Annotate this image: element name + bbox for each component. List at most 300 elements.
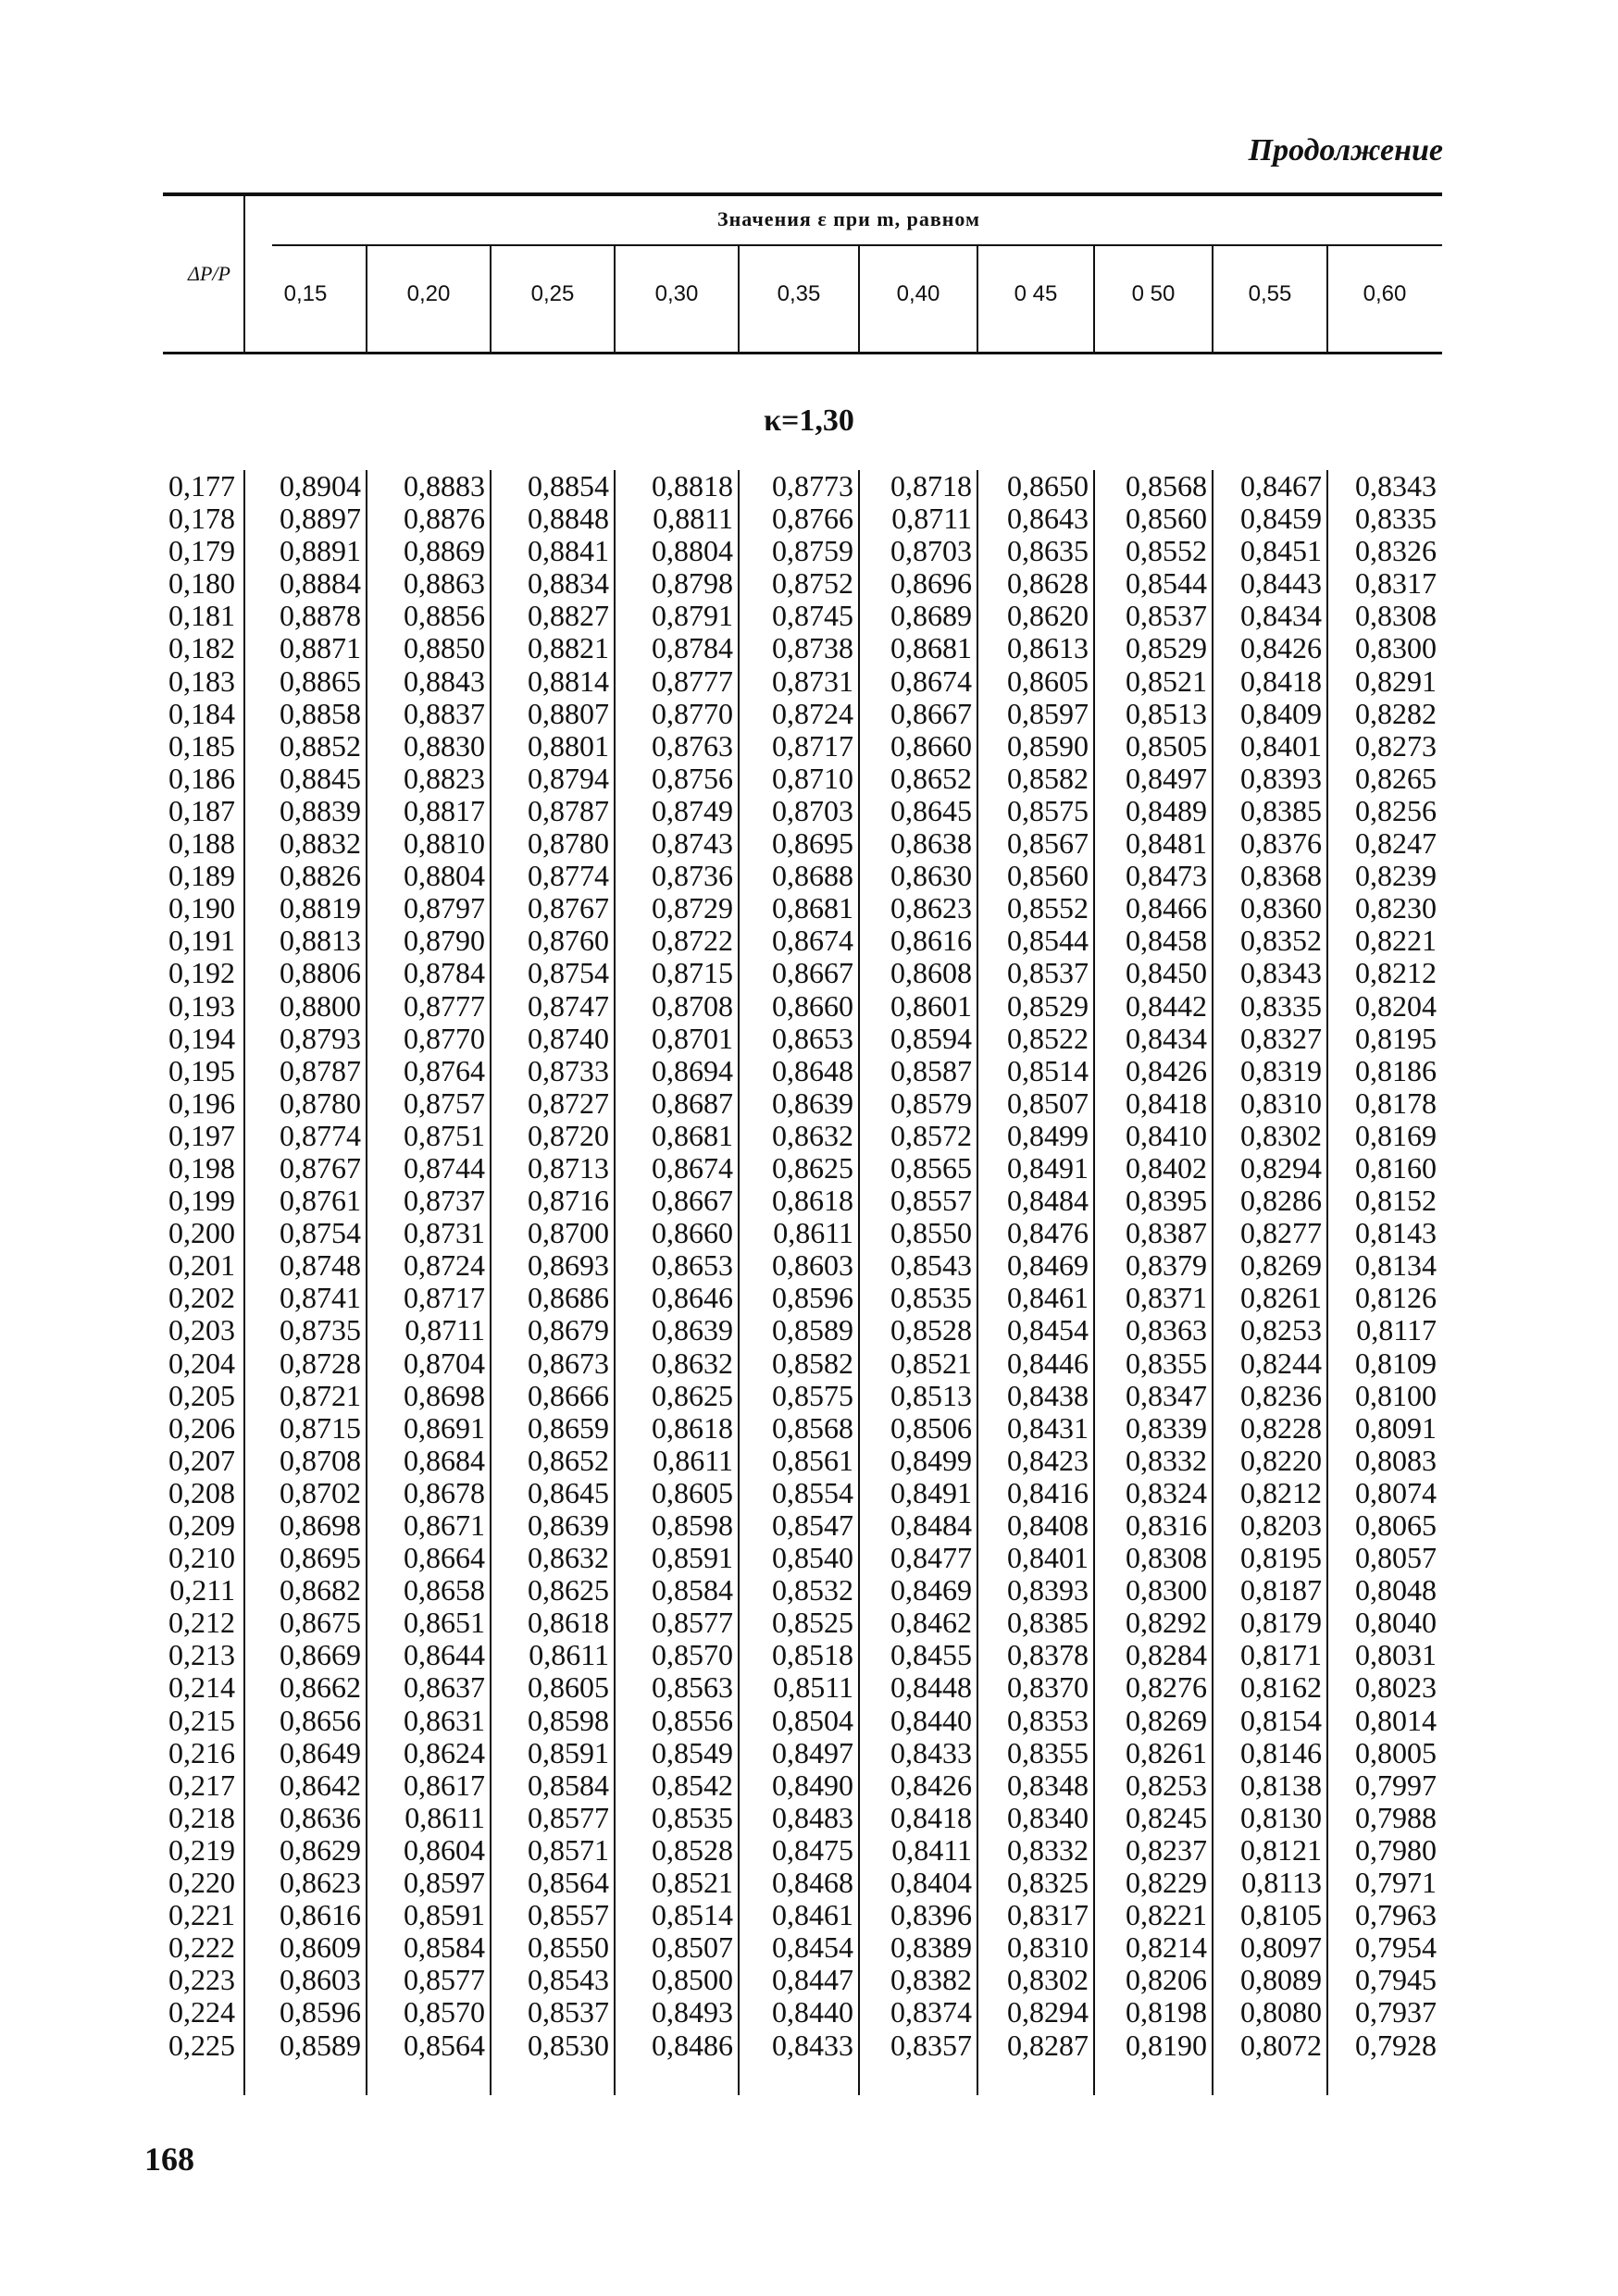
epsilon-cell: 0,8651: [404, 1606, 485, 1640]
table-row: [144, 827, 1442, 860]
epsilon-cell: 0,8631: [404, 1703, 485, 1737]
epsilon-cell: 0,8681: [652, 1118, 733, 1152]
epsilon-cell: 0,8638: [890, 826, 972, 861]
epsilon-cell: 0,8212: [1240, 1475, 1322, 1509]
epsilon-cell: 0,8385: [1007, 1606, 1089, 1640]
epsilon-cell: 0,8554: [772, 1475, 853, 1509]
epsilon-cell: 0,8499: [890, 1443, 972, 1477]
epsilon-cell: 0,8754: [280, 1216, 361, 1250]
epsilon-cell: 0,8327: [1240, 1021, 1322, 1055]
epsilon-cell: 0,8431: [1007, 1410, 1089, 1445]
epsilon-cell: 0,8537: [1007, 956, 1089, 990]
epsilon-cell: 0,8265: [1355, 761, 1437, 795]
dp-cell: 0,224: [168, 1995, 235, 2029]
epsilon-cell: 0,8871: [280, 631, 361, 665]
epsilon-cell: 0,8793: [280, 1021, 361, 1055]
epsilon-cell: 0,8221: [1355, 924, 1437, 958]
epsilon-cell: 0,8774: [528, 859, 609, 893]
epsilon-cell: 0,8611: [529, 1638, 609, 1672]
table-row: [144, 1445, 1442, 1477]
epsilon-cell: 0,8353: [1007, 1703, 1089, 1737]
epsilon-cell: 0,8784: [404, 956, 485, 990]
epsilon-cell: 0,8740: [528, 1021, 609, 1055]
epsilon-cell: 0,8352: [1240, 924, 1322, 958]
epsilon-cell: 0,8433: [890, 1735, 972, 1769]
header-column-rule: [738, 246, 740, 352]
epsilon-cell: 0,8682: [280, 1573, 361, 1607]
dp-cell: 0,203: [168, 1313, 235, 1347]
epsilon-cell: 0,8625: [528, 1573, 609, 1607]
dp-cell: 0,223: [168, 1963, 235, 1997]
epsilon-cell: 0,8292: [1126, 1606, 1207, 1640]
dp-cell: 0,183: [168, 664, 235, 698]
epsilon-cell: 0,8770: [404, 1021, 485, 1055]
epsilon-cell: 0,8737: [404, 1184, 485, 1218]
m-header-cell: 0,60: [1363, 281, 1407, 306]
dp-cell: 0,218: [168, 1800, 235, 1834]
epsilon-cell: 0,8486: [652, 2028, 733, 2062]
epsilon-cell: 0,8605: [1007, 664, 1089, 698]
epsilon-cell: 0,8468: [772, 1866, 853, 1900]
table-row: [144, 1249, 1442, 1282]
dp-column-header: ΔP/P: [188, 262, 230, 285]
epsilon-cell: 0,8863: [404, 566, 485, 601]
epsilon-cell: 0,8635: [1007, 534, 1089, 568]
epsilon-cell: 0,8109: [1355, 1346, 1437, 1380]
epsilon-cell: 0,8343: [1355, 469, 1437, 503]
body-column-rule: [1212, 470, 1214, 2095]
epsilon-cell: 0,8611: [653, 1443, 733, 1477]
epsilon-cell: 0,8247: [1355, 826, 1437, 861]
epsilon-cell: 0,8658: [404, 1573, 485, 1607]
epsilon-cell: 0,8433: [772, 2028, 853, 2062]
epsilon-cell: 0,8590: [1007, 728, 1089, 763]
epsilon-cell: 0,8717: [772, 728, 853, 763]
body-column-rule: [243, 470, 245, 2095]
epsilon-cell: 0,8650: [1007, 469, 1089, 503]
epsilon-cell: 0,8355: [1126, 1346, 1207, 1380]
epsilon-cell: 0,8324: [1126, 1475, 1207, 1509]
dp-cell: 0,186: [168, 761, 235, 795]
table-row: [144, 1055, 1442, 1087]
epsilon-cell: 0,8005: [1355, 1735, 1437, 1769]
epsilon-cell: 0,8597: [1007, 696, 1089, 730]
epsilon-cell: 0,8409: [1240, 696, 1322, 730]
epsilon-cell: 0,8724: [772, 696, 853, 730]
epsilon-cell: 0,8347: [1126, 1378, 1207, 1412]
epsilon-cell: 0,8819: [280, 891, 361, 925]
table-row: [144, 1671, 1442, 1704]
epsilon-cell: 0,8738: [772, 631, 853, 665]
epsilon-cell: 0,8609: [280, 1930, 361, 1965]
epsilon-cell: 0,8591: [652, 1541, 733, 1575]
epsilon-cell: 0,8777: [404, 988, 485, 1023]
table-row: [144, 1705, 1442, 1737]
table-row: [144, 1185, 1442, 1217]
epsilon-cell: 0,8269: [1126, 1703, 1207, 1737]
table-row: [144, 632, 1442, 664]
epsilon-cell: 0,8237: [1126, 1832, 1207, 1867]
table-row: [144, 2029, 1442, 2062]
epsilon-cell: 0,8057: [1355, 1541, 1437, 1575]
epsilon-cell: 0,8507: [652, 1930, 733, 1965]
dp-cell: 0,205: [168, 1378, 235, 1412]
epsilon-cell: 0,8773: [772, 469, 853, 503]
epsilon-cell: 0,8818: [652, 469, 733, 503]
epsilon-cell: 0,8563: [652, 1670, 733, 1705]
epsilon-cell: 0,8691: [404, 1410, 485, 1445]
table-row: [144, 1996, 1442, 2029]
epsilon-cell: 0,8711: [404, 1313, 485, 1347]
epsilon-cell: 0,8642: [280, 1768, 361, 1802]
epsilon-cell: 0,8570: [652, 1638, 733, 1672]
epsilon-cell: 0,8261: [1126, 1735, 1207, 1769]
header-column-rule: [1212, 246, 1214, 352]
header-column-rule: [366, 246, 367, 352]
epsilon-cell: 0,8653: [772, 1021, 853, 1055]
table-row: [144, 1867, 1442, 1899]
header-column-rule: [858, 246, 860, 352]
header-column-rule: [1093, 246, 1095, 352]
epsilon-cell: 0,8529: [1007, 988, 1089, 1023]
dp-cell: 0,216: [168, 1735, 235, 1769]
table-row: [144, 1639, 1442, 1671]
epsilon-cell: 0,8618: [772, 1184, 853, 1218]
epsilon-cell: 0,8475: [772, 1832, 853, 1867]
epsilon-cell: 0,8426: [890, 1768, 972, 1802]
epsilon-cell: 0,8091: [1355, 1410, 1437, 1445]
epsilon-cell: 0,8749: [652, 793, 733, 827]
epsilon-cell: 0,8876: [404, 502, 485, 536]
epsilon-cell: 0,8171: [1240, 1638, 1322, 1672]
epsilon-cell: 0,8325: [1007, 1866, 1089, 1900]
epsilon-cell: 0,8497: [772, 1735, 853, 1769]
epsilon-cell: 0,8438: [1007, 1378, 1089, 1412]
dp-cell: 0,212: [168, 1606, 235, 1640]
epsilon-cell: 0,8701: [652, 1021, 733, 1055]
epsilon-cell: 0,8072: [1240, 2028, 1322, 2062]
epsilon-cell: 0,8065: [1355, 1508, 1437, 1542]
epsilon-cell: 0,7963: [1355, 1898, 1437, 1932]
table-row: [144, 925, 1442, 957]
epsilon-cell: 0,8673: [528, 1346, 609, 1380]
epsilon-cell: 0,8577: [652, 1606, 733, 1640]
epsilon-cell: 0,8530: [528, 2028, 609, 2062]
epsilon-cell: 0,8770: [652, 696, 733, 730]
table-row: [144, 600, 1442, 632]
epsilon-cell: 0,8761: [280, 1184, 361, 1218]
epsilon-cell: 0,8308: [1355, 599, 1437, 633]
epsilon-cell: 0,8504: [772, 1703, 853, 1737]
epsilon-cell: 0,8729: [652, 891, 733, 925]
epsilon-cell: 0,8401: [1007, 1541, 1089, 1575]
epsilon-cell: 0,8741: [280, 1281, 361, 1315]
epsilon-cell: 0,8695: [280, 1541, 361, 1575]
epsilon-cell: 0,8291: [1355, 664, 1437, 698]
epsilon-cell: 0,8715: [280, 1410, 361, 1445]
epsilon-cell: 0,8393: [1240, 761, 1322, 795]
epsilon-cell: 0,8817: [404, 793, 485, 827]
epsilon-cell: 0,8589: [772, 1313, 853, 1347]
epsilon-cell: 0,8660: [772, 988, 853, 1023]
epsilon-cell: 0,8212: [1355, 956, 1437, 990]
epsilon-cell: 0,8639: [772, 1086, 853, 1120]
header-bottom-rule: [163, 352, 1442, 354]
table-row: [144, 1542, 1442, 1574]
epsilon-cell: 0,7954: [1355, 1930, 1437, 1965]
table-row: [144, 1023, 1442, 1055]
epsilon-cell: 0,8787: [528, 793, 609, 827]
epsilon-cell: 0,8694: [652, 1053, 733, 1087]
epsilon-cell: 0,8582: [772, 1346, 853, 1380]
epsilon-cell: 0,8228: [1240, 1410, 1322, 1445]
epsilon-cell: 0,8814: [528, 664, 609, 698]
epsilon-cell: 0,8230: [1355, 891, 1437, 925]
epsilon-cell: 0,8348: [1007, 1768, 1089, 1802]
table-row: [144, 1087, 1442, 1120]
epsilon-cell: 0,8117: [1356, 1313, 1437, 1347]
dp-cell: 0,201: [168, 1248, 235, 1283]
table-row: [144, 1964, 1442, 1996]
epsilon-cell: 0,8767: [528, 891, 609, 925]
epsilon-cell: 0,8484: [890, 1508, 972, 1542]
epsilon-cell: 0,8630: [890, 859, 972, 893]
epsilon-cell: 0,8282: [1355, 696, 1437, 730]
epsilon-cell: 0,8080: [1240, 1995, 1322, 2029]
epsilon-cell: 0,8214: [1126, 1930, 1207, 1965]
epsilon-cell: 0,8724: [404, 1248, 485, 1283]
epsilon-cell: 0,8587: [890, 1053, 972, 1087]
epsilon-cell: 0,8310: [1007, 1930, 1089, 1965]
epsilon-cell: 0,8160: [1355, 1150, 1437, 1185]
epsilon-cell: 0,8443: [1240, 566, 1322, 601]
epsilon-cell: 0,8826: [280, 859, 361, 893]
header-column-rule: [614, 246, 616, 352]
epsilon-cell: 0,8236: [1240, 1378, 1322, 1412]
page-number: 168: [144, 2141, 194, 2178]
epsilon-cell: 0,8411: [891, 1832, 972, 1867]
epsilon-cell: 0,8493: [652, 1995, 733, 2029]
epsilon-cell: 0,8454: [772, 1930, 853, 1965]
table-row: [144, 470, 1442, 503]
dp-cell: 0,221: [168, 1898, 235, 1932]
table-row: [144, 665, 1442, 698]
table-row: [144, 1509, 1442, 1542]
epsilon-cell: 0,8632: [772, 1118, 853, 1152]
epsilon-cell: 0,8097: [1240, 1930, 1322, 1965]
epsilon-cell: 0,8507: [1007, 1086, 1089, 1120]
epsilon-cell: 0,8195: [1355, 1021, 1437, 1055]
table-row: [144, 1412, 1442, 1445]
epsilon-cell: 0,8454: [1007, 1313, 1089, 1347]
epsilon-cell: 0,8491: [890, 1475, 972, 1509]
epsilon-cell: 0,8277: [1240, 1216, 1322, 1250]
epsilon-cell: 0,8187: [1240, 1573, 1322, 1607]
table-row: [144, 990, 1442, 1023]
epsilon-cell: 0,8806: [280, 956, 361, 990]
epsilon-cell: 0,8623: [280, 1866, 361, 1900]
epsilon-cell: 0,8652: [528, 1443, 609, 1477]
header-column-rule: [490, 246, 492, 352]
epsilon-cell: 0,8645: [528, 1475, 609, 1509]
header-column-rule: [1326, 246, 1328, 352]
epsilon-cell: 0,8763: [652, 728, 733, 763]
epsilon-cell: 0,8839: [280, 793, 361, 827]
table-header: [163, 196, 1442, 352]
epsilon-cell: 0,8605: [652, 1475, 733, 1509]
table-row: [144, 567, 1442, 600]
epsilon-cell: 0,8284: [1126, 1638, 1207, 1672]
epsilon-cell: 0,8440: [772, 1995, 853, 2029]
epsilon-cell: 0,8643: [1007, 502, 1089, 536]
epsilon-cell: 0,8698: [280, 1508, 361, 1542]
epsilon-cell: 0,8074: [1355, 1475, 1437, 1509]
epsilon-cell: 0,8404: [890, 1866, 972, 1900]
epsilon-cell: 0,8744: [404, 1150, 485, 1185]
epsilon-cell: 0,8368: [1240, 859, 1322, 893]
dp-cell: 0,191: [168, 924, 235, 958]
epsilon-cell: 0,8393: [1007, 1573, 1089, 1607]
table-row: [144, 730, 1442, 763]
epsilon-cell: 0,8743: [652, 826, 733, 861]
epsilon-cell: 0,8830: [404, 728, 485, 763]
epsilon-cell: 0,8767: [280, 1150, 361, 1185]
epsilon-cell: 0,8711: [891, 502, 972, 536]
body-column-rule: [614, 470, 616, 2095]
epsilon-cell: 0,8500: [652, 1963, 733, 1997]
epsilon-cell: 0,8178: [1355, 1086, 1437, 1120]
epsilon-cell: 0,8244: [1240, 1346, 1322, 1380]
header-column-rule: [977, 246, 978, 352]
dp-cell: 0,214: [168, 1670, 235, 1705]
epsilon-cell: 0,8382: [890, 1963, 972, 1997]
table-row: [144, 1152, 1442, 1185]
epsilon-cell: 0,8754: [528, 956, 609, 990]
epsilon-cell: 0,8603: [772, 1248, 853, 1283]
epsilon-cell: 0,8748: [280, 1248, 361, 1283]
epsilon-cell: 0,8850: [404, 631, 485, 665]
epsilon-cell: 0,8395: [1126, 1184, 1207, 1218]
epsilon-cell: 0,8363: [1126, 1313, 1207, 1347]
epsilon-cell: 0,8757: [404, 1086, 485, 1120]
epsilon-cell: 0,8100: [1355, 1378, 1437, 1412]
dp-cell: 0,187: [168, 793, 235, 827]
epsilon-cell: 0,8667: [772, 956, 853, 990]
epsilon-cell: 0,8704: [404, 1346, 485, 1380]
table-row: [144, 957, 1442, 989]
epsilon-cell: 0,8659: [528, 1410, 609, 1445]
epsilon-cell: 0,8637: [404, 1670, 485, 1705]
dp-cell: 0,225: [168, 2028, 235, 2062]
epsilon-cell: 0,8756: [652, 761, 733, 795]
body-column-rule: [366, 470, 367, 2095]
epsilon-cell: 0,8461: [772, 1898, 853, 1932]
epsilon-cell: 0,8317: [1007, 1898, 1089, 1932]
epsilon-cell: 0,7928: [1355, 2028, 1437, 2062]
epsilon-cell: 0,8089: [1240, 1963, 1322, 1997]
epsilon-cell: 0,8629: [280, 1832, 361, 1867]
epsilon-cell: 0,8458: [1126, 924, 1207, 958]
epsilon-cell: 0,8269: [1240, 1248, 1322, 1283]
dp-cell: 0,189: [168, 859, 235, 893]
epsilon-cell: 0,8152: [1355, 1184, 1437, 1218]
epsilon-cell: 0,8402: [1126, 1150, 1207, 1185]
epsilon-cell: 0,8355: [1007, 1735, 1089, 1769]
epsilon-cell: 0,8310: [1240, 1086, 1322, 1120]
epsilon-cell: 0,8542: [652, 1768, 733, 1802]
epsilon-cell: 0,8316: [1126, 1508, 1207, 1542]
epsilon-cell: 0,8169: [1355, 1118, 1437, 1152]
table-row: [144, 1282, 1442, 1314]
epsilon-cell: 0,8810: [404, 826, 485, 861]
m-header-cell: 0,25: [530, 281, 575, 306]
epsilon-cell: 0,8780: [280, 1086, 361, 1120]
epsilon-cell: 0,8113: [1241, 1866, 1322, 1900]
continued-label: Продолжение: [1248, 133, 1443, 168]
dp-cell: 0,181: [168, 599, 235, 633]
header-column-rule: [243, 196, 245, 352]
epsilon-cell: 0,8528: [890, 1313, 972, 1347]
epsilon-cell: 0,8261: [1240, 1281, 1322, 1315]
epsilon-cell: 0,8736: [652, 859, 733, 893]
epsilon-cell: 0,8014: [1355, 1703, 1437, 1737]
epsilon-cell: 0,8674: [772, 924, 853, 958]
table-row: [144, 1120, 1442, 1152]
epsilon-cell: 0,8845: [280, 761, 361, 795]
epsilon-cell: 0,8552: [1007, 891, 1089, 925]
epsilon-cell: 0,8681: [772, 891, 853, 925]
epsilon-cell: 0,8410: [1126, 1118, 1207, 1152]
epsilon-cell: 0,8556: [652, 1703, 733, 1737]
epsilon-cell: 0,8376: [1240, 826, 1322, 861]
epsilon-cell: 0,8561: [772, 1443, 853, 1477]
epsilon-cell: 0,8143: [1355, 1216, 1437, 1250]
epsilon-cell: 0,8567: [1007, 826, 1089, 861]
epsilon-cell: 0,8134: [1355, 1248, 1437, 1283]
epsilon-cell: 0,8489: [1126, 793, 1207, 827]
epsilon-cell: 0,8718: [890, 469, 972, 503]
table-row: [144, 1931, 1442, 1964]
epsilon-cell: 0,8528: [652, 1832, 733, 1867]
epsilon-cell: 0,8617: [404, 1768, 485, 1802]
epsilon-cell: 0,8339: [1126, 1410, 1207, 1445]
epsilon-cell: 0,8557: [890, 1184, 972, 1218]
epsilon-cell: 0,8396: [890, 1898, 972, 1932]
epsilon-cell: 0,8426: [1240, 631, 1322, 665]
epsilon-cell: 0,8418: [1126, 1086, 1207, 1120]
epsilon-cell: 0,8618: [652, 1410, 733, 1445]
table-row: [144, 503, 1442, 535]
dp-cell: 0,204: [168, 1346, 235, 1380]
epsilon-cell: 0,8703: [890, 534, 972, 568]
epsilon-cell: 0,8418: [1240, 664, 1322, 698]
epsilon-cell: 0,8764: [404, 1053, 485, 1087]
table-row: [144, 1802, 1442, 1834]
body-column-rule: [1093, 470, 1095, 2095]
epsilon-cell: 0,8664: [404, 1541, 485, 1575]
epsilon-cell: 0,8843: [404, 664, 485, 698]
table-row: [144, 892, 1442, 925]
dp-cell: 0,200: [168, 1216, 235, 1250]
dp-cell: 0,220: [168, 1866, 235, 1900]
epsilon-cell: 0,8652: [890, 761, 972, 795]
epsilon-cell: 0,8256: [1355, 793, 1437, 827]
epsilon-cell: 0,8497: [1126, 761, 1207, 795]
epsilon-cell: 0,8625: [652, 1378, 733, 1412]
epsilon-cell: 0,8801: [528, 728, 609, 763]
epsilon-cell: 0,8671: [404, 1508, 485, 1542]
epsilon-cell: 0,8543: [528, 1963, 609, 1997]
